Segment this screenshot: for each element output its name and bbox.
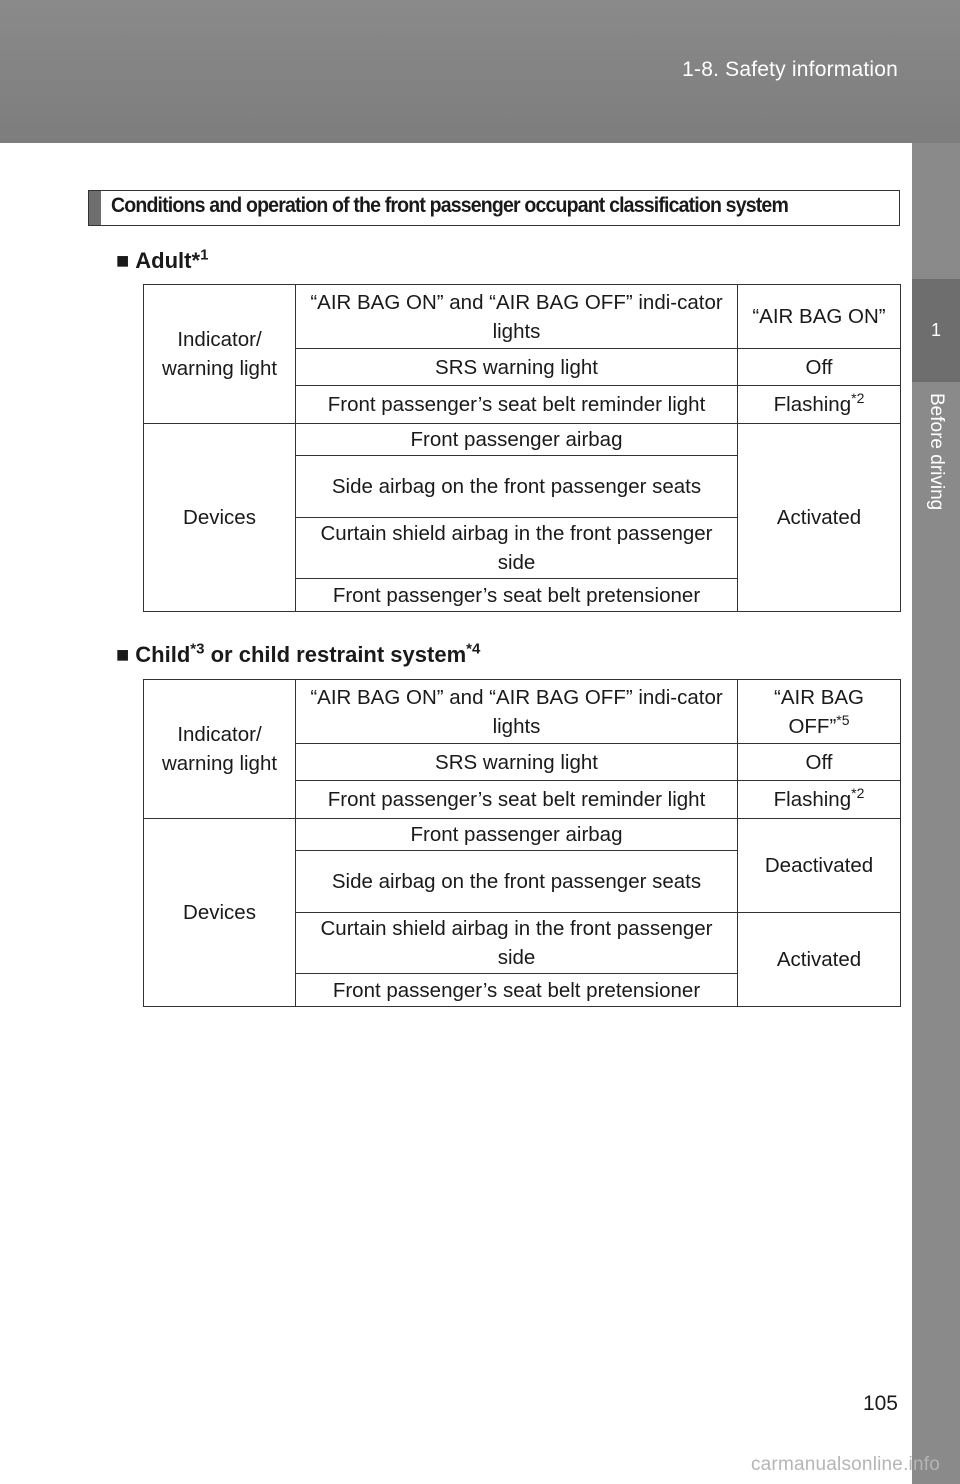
belt-reminder-cell: Front passenger’s seat belt reminder light <box>296 386 738 424</box>
child-footnote-ref: *3 <box>190 640 205 658</box>
side-airbag-cell: Side airbag on the front passenger seats <box>296 851 738 913</box>
child-label: Child <box>135 642 191 667</box>
watermark: carmanualsonline.info <box>750 1454 940 1475</box>
belt-reminder-footnote-ref: *2 <box>851 390 865 407</box>
pretensioner-cell: Front passenger’s seat belt pretensioner <box>296 974 738 1007</box>
srs-state-cell: Off <box>738 349 901 386</box>
side-airbag-cell: Side airbag on the front passenger seats <box>296 456 738 518</box>
devices-state-cell: Activated <box>738 424 901 612</box>
chapter-label: Before driving <box>926 393 947 511</box>
pretensioner-cell: Front passenger’s seat belt pretensioner <box>296 579 738 612</box>
devices-group-cell: Devices <box>144 424 296 612</box>
srs-cell: SRS warning light <box>296 744 738 781</box>
belt-reminder-state: Flashing <box>773 393 852 416</box>
srs-cell: SRS warning light <box>296 349 738 386</box>
adult-heading <box>116 248 208 274</box>
square-bullet-icon: ■ <box>116 642 130 667</box>
airbag-lights-footnote-ref: *5 <box>836 711 850 728</box>
indicator-group-cell: Indicator/ warning light <box>144 285 296 424</box>
curtain-airbag-cell: Curtain shield airbag in the front passenger side <box>296 913 738 974</box>
belt-reminder-state-cell <box>738 386 901 424</box>
belt-reminder-cell: Front passenger’s seat belt reminder light <box>296 781 738 819</box>
airbag-lights-state-cell: “AIR BAG ON” <box>738 285 901 349</box>
belt-reminder-state: Flashing <box>773 788 852 811</box>
airbag-lights-cell: “AIR BAG ON” and “AIR BAG OFF” indi-cator lights <box>296 680 738 744</box>
child-table <box>143 679 901 1007</box>
airbag-lights-state-cell <box>738 680 901 744</box>
belt-reminder-footnote-ref: *2 <box>851 785 865 802</box>
child-restraint-label: or child restraint system <box>204 642 467 667</box>
indicator-group-cell: Indicator/ warning light <box>144 680 296 819</box>
devices-group-cell: Devices <box>144 819 296 1007</box>
front-airbag-cell: Front passenger airbag <box>296 819 738 851</box>
page-number: 105 <box>862 1392 898 1415</box>
child-restraint-footnote-ref: *4 <box>466 640 481 658</box>
section-title: Conditions and operation of the front passenger occupant classification system <box>111 194 788 217</box>
section-title-bar <box>88 190 900 226</box>
curtain-airbag-cell: Curtain shield airbag in the front passenger side <box>296 518 738 579</box>
airbag-lights-cell: “AIR BAG ON” and “AIR BAG OFF” indi-cator lights <box>296 285 738 349</box>
belt-reminder-state-cell <box>738 781 901 819</box>
front-side-state-cell: Deactivated <box>738 819 901 913</box>
section-heading: 1-8. Safety information <box>682 58 898 81</box>
srs-state-cell: Off <box>738 744 901 781</box>
adult-table <box>143 284 901 612</box>
chapter-tab <box>912 382 960 1484</box>
curtain-pretensioner-state-cell: Activated <box>738 913 901 1007</box>
adult-footnote-ref: 1 <box>200 246 209 264</box>
square-bullet-icon: ■ <box>116 248 130 273</box>
section-marker <box>89 191 101 225</box>
side-tab-spacer <box>912 143 960 279</box>
front-airbag-cell: Front passenger airbag <box>296 424 738 456</box>
airbag-lights-state: “AIR BAG OFF” <box>774 685 864 738</box>
adult-label: Adult* <box>135 248 201 273</box>
child-heading <box>116 642 480 668</box>
chapter-number-tab: 1 <box>912 279 960 382</box>
